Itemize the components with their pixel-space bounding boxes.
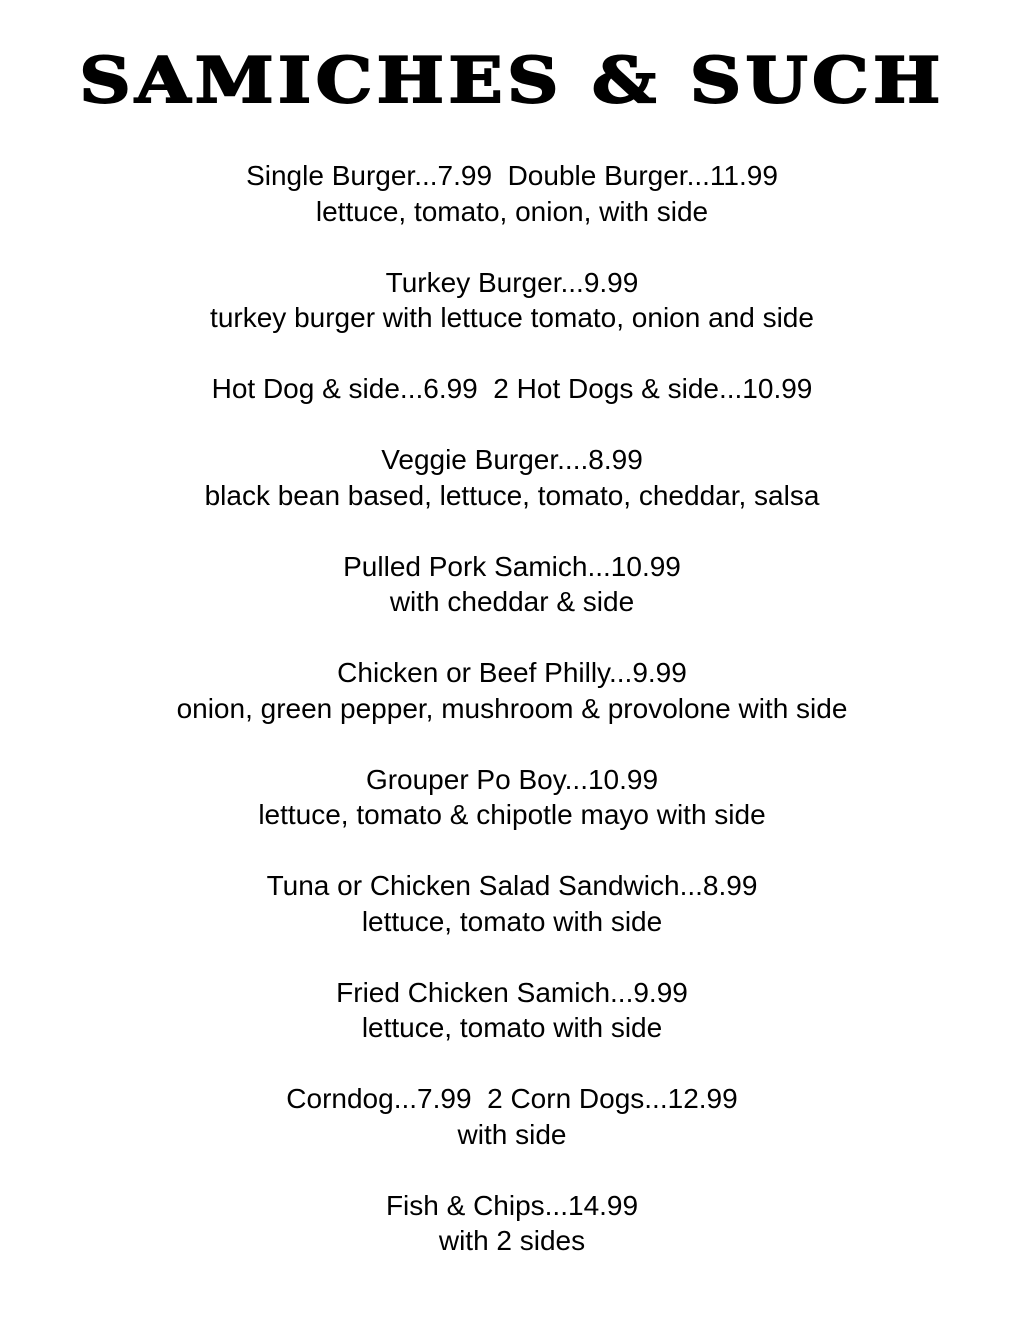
item-name-price: Grouper Po Boy...10.99 [365, 763, 659, 795]
menu-item-salad-sandwich [0, 868, 1024, 939]
item-name-price: Tuna or Chicken Salad Sandwich...8.99 [266, 870, 758, 901]
item-name-price: Fish & Chips...14.99 [385, 1189, 639, 1221]
item-description: with cheddar & side [389, 586, 635, 617]
item-name-price: Turkey Burger...9.99 [385, 266, 639, 298]
item-description: with 2 sides [438, 1225, 586, 1256]
menu-item-turkey-burger [0, 265, 1024, 336]
item-name-price: Single Burger...7.99 Double Burger...11.99 [246, 160, 778, 191]
item-name-price: Hot Dog & side...6.99 2 Hot Dogs & side...10.99 [211, 373, 813, 404]
menu-item-veggie-burger [0, 442, 1024, 513]
item-description: onion, green pepper, mushroom & provolone with side [176, 692, 848, 724]
menu-item-grouper-po-boy [0, 762, 1024, 833]
menu-item-hot-dogs [0, 371, 1024, 407]
menu-list [0, 158, 1024, 1294]
item-description: lettuce, tomato with side [361, 905, 663, 937]
menu-item-fried-chicken [0, 975, 1024, 1046]
item-description: black bean based, lettuce, tomato, cheddar, salsa [204, 479, 820, 511]
menu-title: SAMICHES & SUCH [79, 42, 945, 118]
menu-item-burgers [0, 158, 1024, 229]
menu-item-philly [0, 655, 1024, 726]
item-name-price: Veggie Burger....8.99 [381, 444, 643, 475]
menu-item-fish-chips [0, 1188, 1024, 1259]
item-description: lettuce, tomato & chipotle mayo with side [258, 799, 766, 830]
item-name-price: Pulled Pork Samich...10.99 [343, 550, 681, 582]
item-description: with side [457, 1118, 567, 1150]
item-name-price: Corndog...7.99 2 Corn Dogs...12.99 [286, 1083, 738, 1114]
item-name-price: Fried Chicken Samich...9.99 [336, 976, 688, 1008]
menu-item-pulled-pork [0, 549, 1024, 620]
item-name-price: Chicken or Beef Philly...9.99 [337, 657, 687, 688]
item-description: turkey burger with lettuce tomato, onion and side [210, 302, 814, 333]
item-description: lettuce, tomato, onion, with side [315, 195, 709, 227]
menu-item-corndogs [0, 1081, 1024, 1152]
item-description: lettuce, tomato with side [361, 1012, 663, 1043]
